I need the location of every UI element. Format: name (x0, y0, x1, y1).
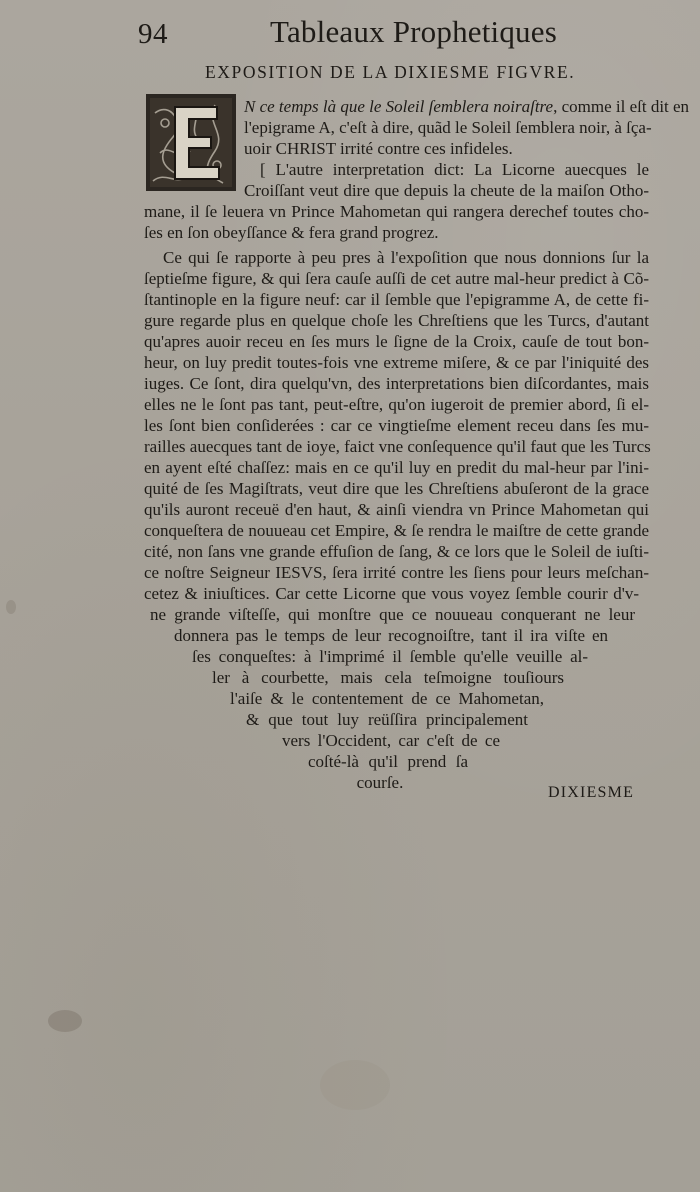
italic-opening: N ce temps là que le Soleil ſemblera noiraſtre (244, 97, 554, 116)
text-line: heur, on luy predit toutes-fois vne extreme miſere, & ce par l'iniquité des (144, 353, 649, 372)
text-line: ſeptieſme figure, & qui ſera cauſe auſſi de cet autre mal-heur predict à Cõ- (144, 269, 649, 288)
text-line: qu'apres auoir receu en ſes murs le ſigne de la Croix, cauſe de tout bon- (144, 332, 649, 351)
text-line: ſes conqueſtes: à l'imprimé il ſemble qu'elle veuille al- (192, 647, 588, 666)
text-line: N ce temps là que le Soleil ſemblera noiraſtre, comme il eſt dit en (244, 97, 690, 116)
text-line: gure regarde plus en quelque choſe les Chreſtiens que les Turcs, d'autant (144, 311, 649, 330)
catchword: DIXIESME (548, 784, 635, 801)
text-line: elles ne le ſont pas tant, peut-eſtre, qu'on iugeroit de premier abord, ſi el- (144, 395, 649, 414)
text-line: l'epigrame A, c'eſt à dire, quãd le Soleil ſemblera noir, à ſça- (244, 118, 652, 137)
text-line: ſes en ſon obeyſſance & fera grand progrez. (144, 223, 439, 242)
text-line: Ce qui ſe rapporte à peu pres à l'expoſition que nous donnions ſur la (163, 248, 649, 267)
text-line: mane, il ſe leuera vn Prince Mahometan qui rangera derechef toutes cho- (144, 202, 649, 221)
text-line: les ſont bien conſiderées : car ce vingtieſme element receu dans ſes mu- (144, 416, 649, 435)
text-line: & que tout luy reüſſira principalement (246, 710, 528, 729)
text-line: ne grande viſteſſe, qui monſtre que ce nouueau conquerant ne leur (150, 605, 635, 624)
text-line: l'aiſe & le contentement de ce Mahometan, (230, 689, 544, 708)
section-title: EXPOSITION DE LA DIXIESME FIGVRE. (205, 62, 576, 82)
running-title: Tableaux Prophetiques (270, 14, 557, 49)
text-line: ce noſtre Seigneur IESVS, ſera irrité contre les ſiens pour leurs meſchan- (144, 563, 649, 582)
text-line: conqueſtera de nouueau cet Empire, & ſe rendra le maiſtre de cette grande (144, 521, 649, 540)
text-line: cetez & iniuſtices. Car cette Licorne que vous voyez ſemble courir d'v- (144, 584, 639, 603)
text-line: qu'ils auront receuë d'en haut, & ainſi viendra vn Prince Mahometan qui (144, 500, 649, 519)
text-line: coſté-là qu'il prend ſa (308, 752, 468, 771)
text-line: railles auecques tant de ioye, faict vne conſequence qu'il faut que les Turcs (144, 437, 651, 456)
text-line: vers l'Occident, car c'eſt de ce (282, 731, 500, 750)
text-line: cité, non ſans vne grande effuſion de ſang, & ce lors que le Soleil de iuſti- (144, 542, 649, 561)
text-line: courſe. (356, 773, 404, 792)
page-number: 94 (138, 18, 168, 50)
text-line: uoir CHRIST irrité contre ces infideles. (244, 139, 513, 158)
text-line: iuges. Ce ſont, dira quelqu'vn, des interpretations bien diſcordantes, mais (144, 374, 649, 393)
text-line: [ L'autre interpretation dict: La Licorne auecques le (260, 160, 649, 179)
text-line: Croiſſant veut dire que depuis la cheute de la maiſon Otho- (244, 181, 649, 200)
text-line: donnera pas le temps de leur recognoiſtre, tant il ira viſte en (174, 626, 608, 645)
text-line: quité de ſes Magiſtrats, veut dire que les Chreſtiens abuſeront de la grace (144, 479, 649, 498)
text-line: ſtantinople en la figure neuf: car il ſemble que l'epigramme A, de cette fi- (144, 290, 649, 309)
text-line: ler à courbette, mais cela teſmoigne touſiours (212, 668, 564, 687)
text-line: en ayent eſté chaſſez: mais en ce qu'il luy en predit du mal-heur par l'ini- (144, 458, 649, 477)
